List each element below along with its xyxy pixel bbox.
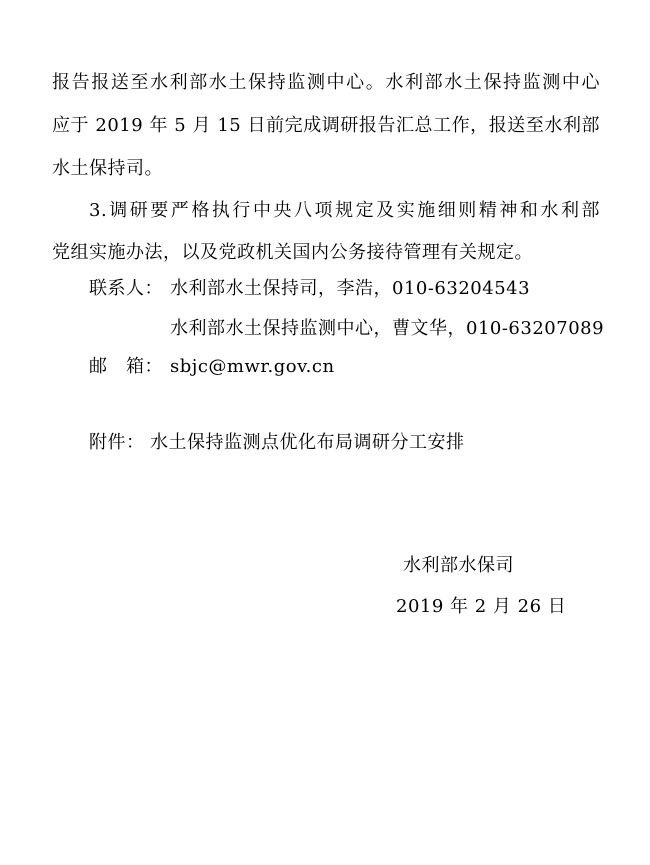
signature-date: 2019 年 2 月 26 日 [396,596,567,617]
item-3-line-2: 党组实施办法，以及党政机关国内公务接待管理有关规定。 [52,242,533,263]
contact-2: 水利部水土保持监测中心，曹文华，010-63207089 [170,318,605,339]
report-paragraph-line-2: 应于 2019 年 5 月 15 日前完成调研报告汇总工作，报送至水利部 [52,115,600,136]
email-value: sbjc@mwr.gov.cn [170,356,335,377]
item-3-line-1: 3.调研要严格执行中央八项规定及实施细则精神和水利部 [89,200,600,221]
attachment-label: 附件： [89,432,145,453]
attachment-value: 水土保持监测点优化布局调研分工安排 [150,432,465,453]
report-paragraph-line-3: 水土保持司。 [52,158,163,179]
report-paragraph-line-1: 报告报送至水利部水土保持监测中心。水利部水土保持监测中心 [52,72,600,93]
contacts-label: 联系人： [89,278,163,299]
signature-organization: 水利部水保司 [403,555,514,576]
email-label: 邮 箱： [89,356,163,377]
contact-1: 水利部水土保持司，李浩，010-63204543 [170,278,531,299]
